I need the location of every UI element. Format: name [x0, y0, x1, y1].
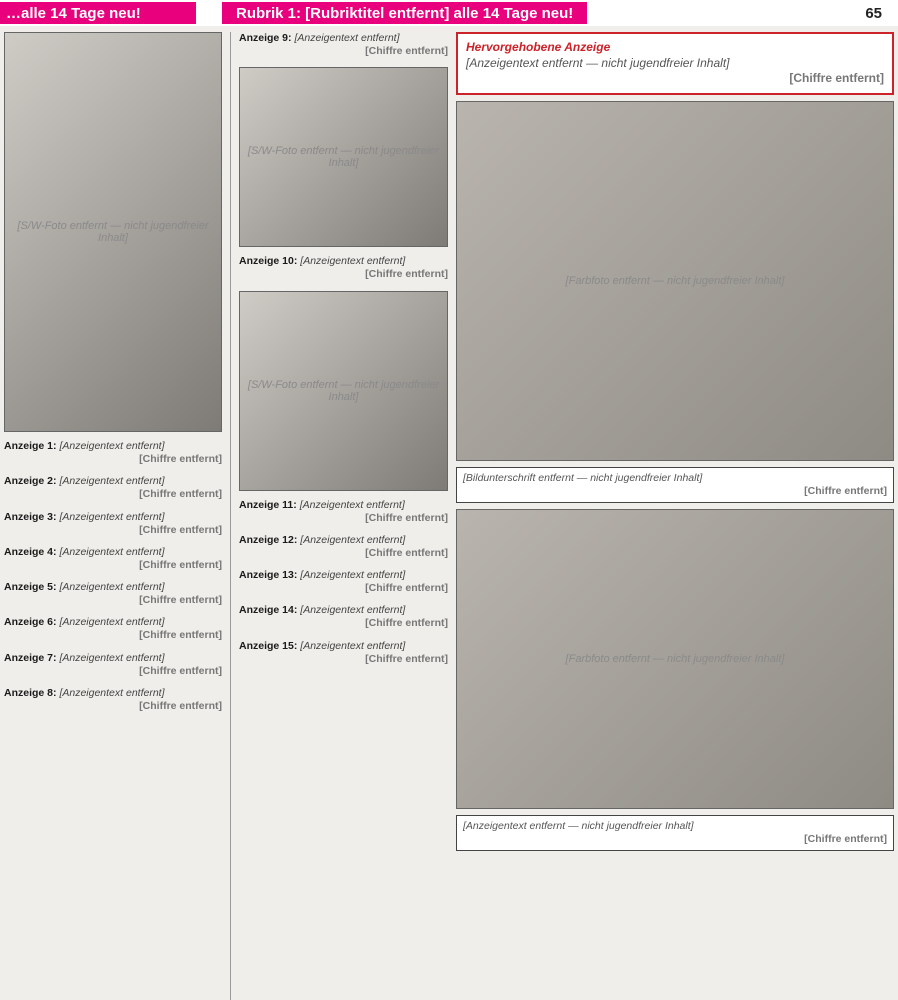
featured-ad-code: [Chiffre entfernt] [789, 71, 884, 86]
classified-ad [4, 687, 222, 713]
ad-code-redacted: [Chiffre entfernt] [139, 453, 222, 466]
ad-body-redacted: [Anzeigentext entfernt] [59, 545, 165, 558]
classified-ad [4, 581, 222, 607]
column-2 [230, 32, 448, 1000]
ad-code-redacted: [Chiffre entfernt] [139, 699, 222, 712]
column-3 [456, 32, 894, 1000]
ad-body-redacted: [Anzeigentext entfernt] [300, 255, 406, 268]
ad-code-redacted: [Chiffre entfernt] [139, 488, 222, 501]
ad-body-redacted: [Anzeigentext entfernt] [59, 651, 165, 664]
ad-code-redacted: [Chiffre entfernt] [139, 594, 222, 607]
ad-body-redacted: [Anzeigentext entfernt] [300, 639, 406, 652]
ad-title: Anzeige 3: [4, 510, 60, 523]
ad-title: Anzeige 1: [4, 440, 60, 452]
ad-code-redacted: [Chiffre entfernt] [365, 268, 448, 281]
ad-code-redacted: [Chiffre entfernt] [365, 546, 448, 559]
ad-code-redacted: [Chiffre entfernt] [365, 617, 448, 630]
photo-placeholder-2: [S/W-Foto entfernt — nicht jugendfreier Inhalt] [239, 67, 448, 247]
caption-2-body: [Anzeigentext entfernt — nicht jugendfreier Inhalt] [463, 820, 694, 833]
photo-placeholder-1: [S/W-Foto entfernt — nicht jugendfreier Inhalt] [4, 32, 222, 432]
caption-1-code: [Chiffre entfernt] [804, 484, 887, 497]
ad-code-redacted: [Chiffre entfernt] [139, 558, 222, 571]
ad-body-redacted: [Anzeigentext entfernt] [299, 498, 405, 511]
ad-title: Anzeige 11: [239, 498, 300, 511]
classified-ad [239, 569, 448, 595]
ad-body-redacted: [Anzeigentext entfernt] [59, 686, 165, 699]
column-layout [4, 32, 894, 1000]
classified-ad [239, 499, 448, 525]
ad-code-redacted: [Chiffre entfernt] [139, 664, 222, 677]
caption-2-code: [Chiffre entfernt] [804, 833, 887, 846]
ad-title: Anzeige 15: [239, 639, 301, 652]
masthead-title: Rubrik 1: [Rubriktitel entfernt] alle 14 Tage neu! [222, 2, 587, 24]
ad-title: Anzeige 10: [239, 255, 301, 268]
ad-body-redacted: [Anzeigentext entfernt] [300, 569, 406, 581]
caption-box-1 [456, 467, 894, 503]
ad-code-redacted: [Chiffre entfernt] [139, 523, 222, 536]
caption-1-body: [Bildunterschrift entfernt — nicht jugendfreier Inhalt] [463, 471, 703, 484]
ad-body-redacted: [Anzeigentext entfernt] [59, 440, 165, 452]
classified-ad [4, 652, 222, 678]
featured-ad-box [456, 32, 894, 95]
photo-placeholder-4: [Farbfoto entfernt — nicht jugendfreier Inhalt] [456, 101, 894, 461]
ad-body-redacted: [Anzeigentext entfernt] [300, 604, 406, 617]
ad-code-redacted: [Chiffre entfernt] [365, 45, 448, 58]
page-number: 65 [865, 4, 882, 22]
ad-title: Anzeige 13: [239, 569, 301, 581]
masthead-left-strip: …alle 14 Tage neu! [0, 2, 196, 24]
classified-ad [239, 534, 448, 560]
ad-list-2c [239, 499, 448, 666]
classified-ad [239, 32, 448, 58]
photo-placeholder-5: [Farbfoto entfernt — nicht jugendfreier Inhalt] [456, 509, 894, 809]
ad-body-redacted: [Anzeigentext entfernt] [59, 581, 165, 593]
classified-ad [4, 511, 222, 537]
featured-ad-body: [Anzeigentext entfernt — nicht jugendfreier Inhalt] [466, 55, 730, 70]
ad-code-redacted: [Chiffre entfernt] [365, 652, 448, 665]
classified-ad [4, 546, 222, 572]
ad-title: Anzeige 7: [4, 651, 60, 664]
ad-title: Anzeige 9: [239, 32, 295, 44]
ad-code-redacted: [Chiffre entfernt] [365, 511, 448, 524]
ad-list-1 [4, 440, 222, 713]
caption-box-2 [456, 815, 894, 851]
ad-list-2b [239, 255, 448, 281]
ad-title: Anzeige 4: [4, 545, 60, 558]
ad-title: Anzeige 5: [4, 581, 60, 593]
ad-title: Anzeige 6: [4, 616, 60, 629]
ad-body-redacted: [Anzeigentext entfernt] [59, 616, 165, 629]
ad-body-redacted: [Anzeigentext entfernt] [294, 32, 400, 44]
ad-body-redacted: [Anzeigentext entfernt] [59, 475, 165, 488]
column-1 [4, 32, 222, 1000]
ad-code-redacted: [Chiffre entfernt] [365, 582, 448, 595]
ad-code-redacted: [Chiffre entfernt] [139, 629, 222, 642]
ad-title: Anzeige 12: [239, 533, 301, 546]
ad-title: Anzeige 8: [4, 686, 60, 699]
ad-body-redacted: [Anzeigentext entfernt] [300, 533, 406, 546]
featured-ad-title: Hervorgehobene Anzeige [466, 40, 611, 54]
classified-ad [4, 440, 222, 466]
photo-placeholder-3: [S/W-Foto entfernt — nicht jugendfreier Inhalt] [239, 291, 448, 491]
classified-ad [239, 640, 448, 666]
classified-ad [4, 475, 222, 501]
classified-ad [4, 616, 222, 642]
ad-title: Anzeige 14: [239, 604, 301, 617]
ad-body-redacted: [Anzeigentext entfernt] [59, 510, 165, 523]
ad-title: Anzeige 2: [4, 475, 60, 488]
classified-ad [239, 255, 448, 281]
classified-ad [239, 604, 448, 630]
ad-list-2a [239, 32, 448, 58]
masthead [0, 0, 898, 26]
